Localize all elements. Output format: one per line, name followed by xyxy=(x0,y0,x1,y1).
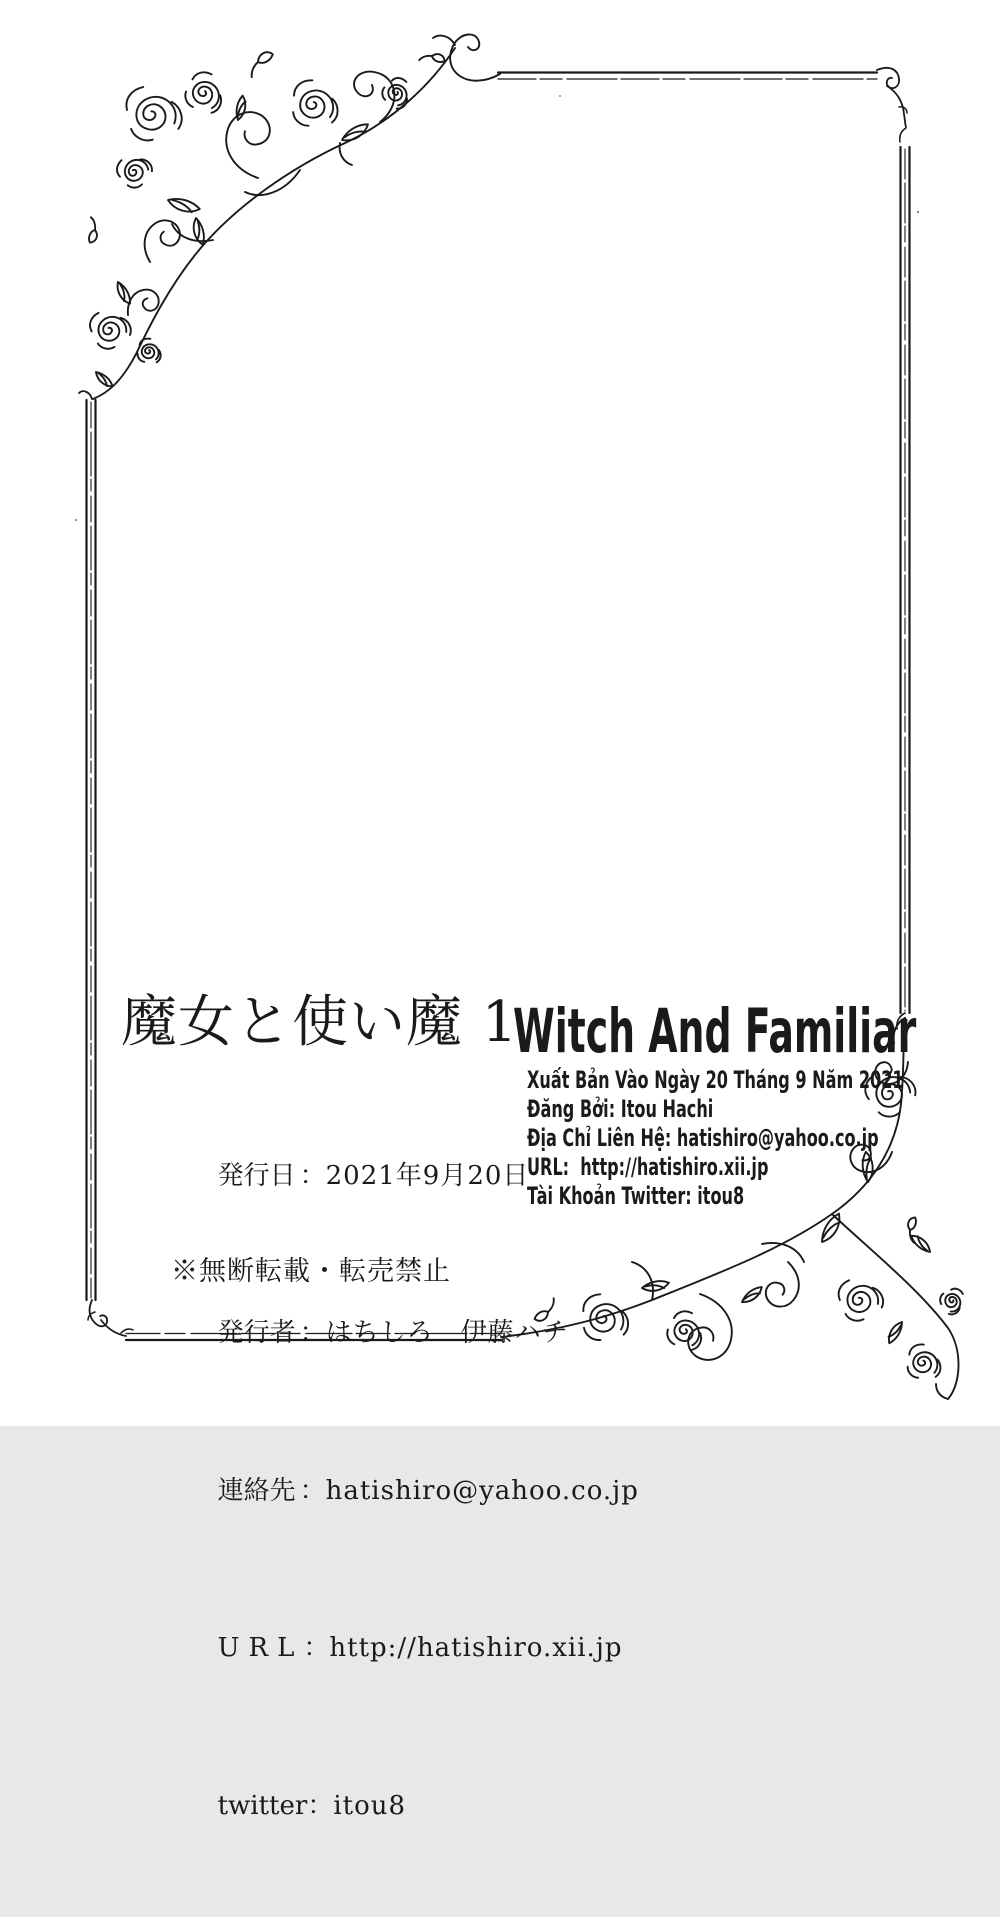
label-url: URL xyxy=(217,1633,304,1663)
value-publisher: はちしろ 伊藤ハチ xyxy=(325,1318,569,1348)
separator: ： xyxy=(303,1633,330,1663)
label-publisher: 発行者 xyxy=(217,1318,296,1348)
floral-ornament-top-left xyxy=(80,34,500,399)
label-twitter: twitter xyxy=(217,1790,308,1821)
label-publish-date: 発行日 xyxy=(217,1160,296,1191)
colophon-row-publisher xyxy=(168,1287,639,1382)
colophon-row-url xyxy=(168,1602,639,1697)
label-contact: 連絡先 xyxy=(217,1475,296,1506)
value-twitter-handle: itou8 xyxy=(333,1790,407,1821)
separator: ： xyxy=(307,1790,334,1821)
no-reproduction-notice: ※無断転載・転売禁止 xyxy=(171,1256,451,1287)
value-publish-date: 2021年9月20日 xyxy=(325,1160,530,1191)
corner-scroll-top-right xyxy=(877,68,907,142)
separator: ： xyxy=(299,1318,326,1348)
scan-specks xyxy=(75,95,919,521)
colophon-row-contact xyxy=(168,1444,639,1539)
value-contact-email: hatishiro@yahoo.co.jp xyxy=(325,1475,639,1506)
corner-scroll-bottom-left xyxy=(88,1300,133,1336)
vi-publisher: Đăng Bởi: Itou Hachi xyxy=(527,1095,714,1123)
separator: ： xyxy=(299,1160,326,1191)
colophon-row-twitter xyxy=(168,1759,639,1854)
colophon-vietnamese xyxy=(527,1066,904,1211)
value-url: http://hatishiro.xii.jp xyxy=(329,1633,623,1663)
vi-url: URL: http://hatishiro.xii.jp xyxy=(527,1153,769,1181)
vi-contact-email: Địa Chỉ Liên Hệ: hatishiro@yahoo.co.jp xyxy=(527,1124,879,1152)
title-english: Witch And Familiar xyxy=(513,996,917,1067)
vi-twitter: Tài Khoản Twitter: itou8 xyxy=(527,1182,745,1210)
vi-publish-date: Xuất Bản Vào Ngày 20 Tháng 9 Năm 2021 xyxy=(527,1066,904,1094)
title-japanese: 魔女と使い魔 1 xyxy=(121,990,519,1055)
separator: ： xyxy=(299,1475,326,1506)
